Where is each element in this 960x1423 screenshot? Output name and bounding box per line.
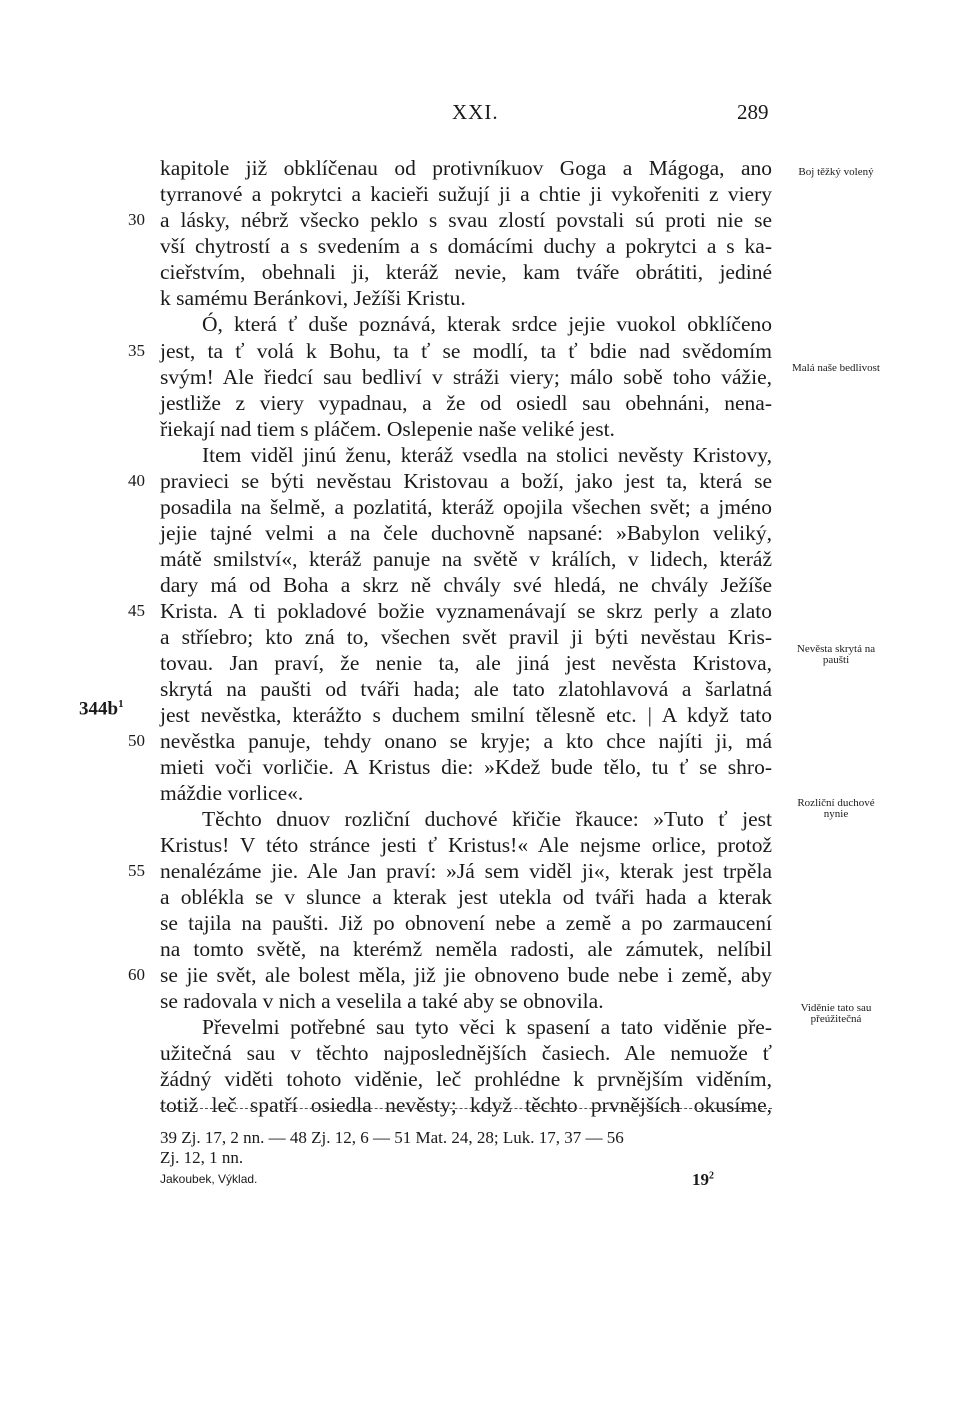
- line-number: 30: [128, 210, 145, 229]
- text-line: cieřstvím, obehnali ji, kteráž nevie, kam tváře obrátiti, jediné: [160, 260, 772, 284]
- text-line: pravieci se býti nevěstau Kristovau a boží, jako jest ta, která se: [160, 469, 772, 493]
- text-line: Krista. A ti pokladové božie vyznamenávají se skrz perly a zlato: [160, 599, 772, 623]
- sheet-sup: 2: [709, 1170, 714, 1182]
- text-line: jejie tajné velmi a na čele duchovně napsané: »Babylon veliký,: [160, 521, 772, 545]
- text-line: užitečná sau v těchto najposlednějších časiech. Ale nemuože ť: [160, 1041, 772, 1065]
- running-title: XXI.: [452, 100, 499, 124]
- sheet-number: 19: [692, 1170, 709, 1189]
- text-line: k samému Beránkovi, Ježíši Kristu.: [160, 286, 466, 310]
- line-number: 45: [128, 601, 145, 620]
- text-line: nenalézáme jie. Ale Jan praví: »Já sem viděl ji«, kterak jest trpěla: [160, 859, 772, 883]
- footnote-line: 39 Zj. 17, 2 nn. — 48 Zj. 12, 6 — 51 Mat. 24, 28; Luk. 17, 37 — 56: [160, 1128, 624, 1147]
- text-line: dary má od Boha a skrz ně chvály své hledá, ne chvály Ježíše: [160, 573, 772, 597]
- text-line: jestliže z viery vypadnau, a že od osiedl sau obehnáni, nena-: [160, 391, 772, 415]
- text-line: tovau. Jan praví, že nenie ta, ale jiná jest nevěsta Kristova,: [160, 651, 772, 675]
- folio-mark: [79, 691, 124, 722]
- text-line: a stříebro; kto zná to, všechen svět pravil ji býti nevěstau Kris-: [160, 625, 772, 649]
- line-number: 50: [128, 731, 145, 750]
- text-line: posadila na šelmě, a pozlatitá, kteráž opojila všechen svět; a jméno: [160, 495, 772, 519]
- text-line: kapitole již obklíčenau od protivníkuov Goga a Mágoga, ano: [160, 156, 772, 180]
- text-line: na tomto světě, na kterémž neměla radosti, ale zámutek, nelíbil: [160, 937, 772, 961]
- page-header: [0, 100, 960, 130]
- text-line: svým! Ale řiedcí sau bedliví v stráži viery; málo sobě toho vážie,: [160, 365, 772, 389]
- text-line: jest, ta ť volá k Bohu, ta ť se modlí, ta ť bdie nad svědomím: [160, 339, 772, 363]
- folio-main: 344b: [79, 698, 119, 720]
- folio-sup: 1: [118, 698, 124, 710]
- text-line: máždie vorlice«.: [160, 781, 304, 805]
- text-line: Ó, která ť duše poznává, kterak srdce jejie vuokol obklíčeno: [202, 312, 772, 336]
- text-line: jest nevěstka, kterážto s duchem smilní tělesně etc. | A když tato: [160, 703, 772, 727]
- text-line: nevěstka panuje, tehdy onano se kryje; a kto chce najíti ji, má: [160, 729, 772, 753]
- signature-mark: Jakoubek, Výklad.: [160, 1172, 258, 1186]
- line-number: 35: [128, 341, 145, 360]
- margin-note: Nevěsta skrytá na paušti: [796, 643, 876, 666]
- text-line: vší chytrostí a s svedením a s domácími duchy a pokrytci a s ka-: [160, 234, 772, 258]
- margin-note: Malá naše bedlivost: [792, 362, 880, 374]
- line-number: 40: [128, 471, 145, 490]
- text-line: a oblékla se v slunce a kterak jest utekla od tváři hada a kterak: [160, 885, 772, 909]
- footnote-divider: [160, 1108, 772, 1109]
- text-line: se tajila na paušti. Již po obnovení nebe a země a po zarmaucení: [160, 911, 772, 935]
- text-line: se jie svět, ale bolest měla, již jie obnoveno bude nebe i země, aby: [160, 963, 772, 987]
- text-line: Převelmi potřebné sau tyto věci k spasení a tato viděnie pře-: [202, 1015, 772, 1039]
- text-line: Kristus! V této stránce jesti ť Kristus!« Ale nejsme orlice, protož: [160, 833, 772, 857]
- text-line: mieti voči vorličie. A Kristus die: »Kdež bude tělo, tu ť se shro-: [160, 755, 772, 779]
- margin-note: Viděnie tato sau přeúžitečná: [800, 1002, 872, 1025]
- page-number: 289: [737, 100, 769, 124]
- text-line: Těchto dnuov rozliční duchové křičie řkauce: »Tuto ť jest: [202, 807, 772, 831]
- text-line: se radovala v nich a veselila a také aby se obnovila.: [160, 989, 604, 1013]
- text-line: totiž leč spatří osiedla nevěsty; když těchto prvnějších okusíme,: [160, 1093, 772, 1117]
- footnote-line: Zj. 12, 1 nn.: [160, 1148, 244, 1167]
- line-number: 60: [128, 965, 145, 984]
- text-line: tyrranové a pokrytci a kacieři sužují ji a chtie ji vykořeniti z viery: [160, 182, 772, 206]
- line-number: 55: [128, 861, 145, 880]
- text-line: mátě smilství«, kteráž panuje na světě v králích, v lidech, kteráž: [160, 547, 772, 571]
- text-line: Item viděl jinú ženu, kteráž vsedla na stolici nevěsty Kristovy,: [202, 443, 772, 467]
- sheet-signature: [692, 1170, 714, 1190]
- margin-note: Boj těžký volený: [798, 166, 874, 178]
- margin-note: Rozliční duchové nynie: [797, 797, 875, 820]
- text-line: skrytá na paušti od tváři hada; ale tato zlatohlavová a šarlatná: [160, 677, 772, 701]
- text-line: žádný viděti tohoto viděnie, leč prohlédne k prvnějším viděním,: [160, 1067, 772, 1091]
- text-line: a lásky, nébrž všecko peklo s svau zlostí povstali sú proti nie se: [160, 208, 772, 232]
- text-line: řiekají nad tiem s pláčem. Oslepenie naše veliké jest.: [160, 417, 615, 441]
